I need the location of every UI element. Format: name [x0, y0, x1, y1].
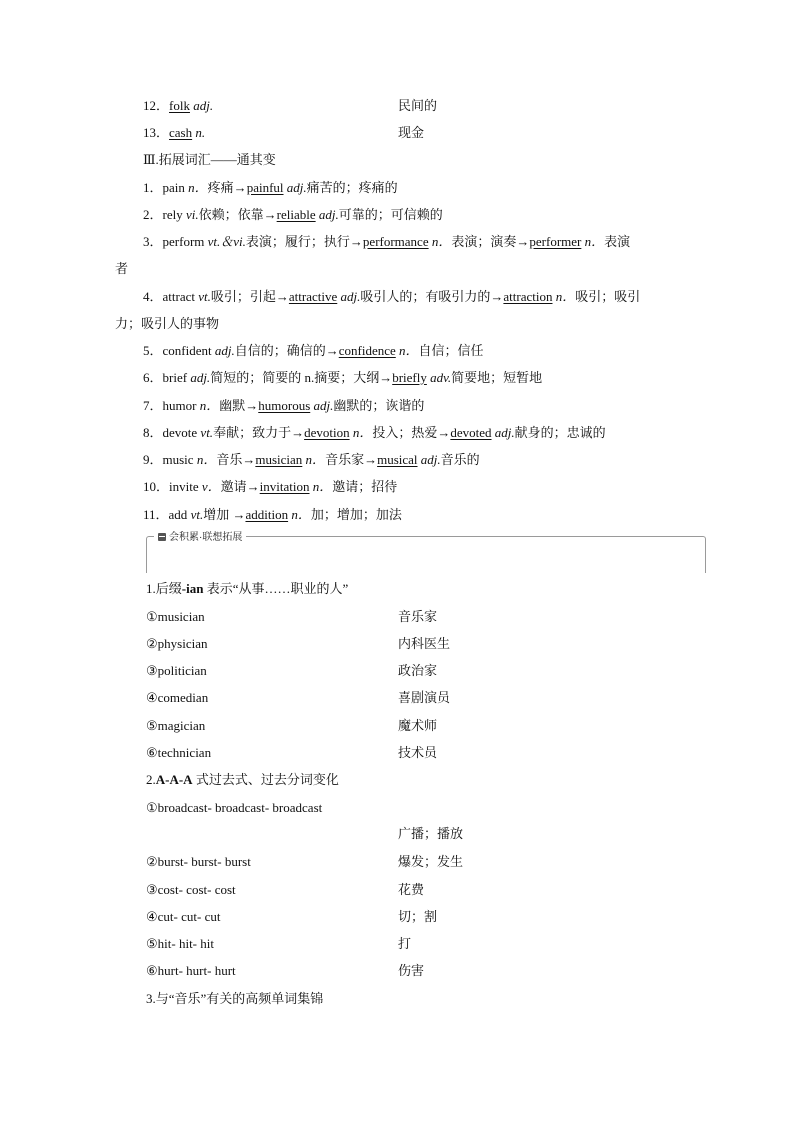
derived-word: devotion [304, 425, 350, 440]
base-word: devote [162, 425, 201, 440]
part-of-speech: v． [201, 479, 221, 494]
item-number: 3． [143, 234, 163, 249]
meaning: 表演；履行；执行→ [245, 234, 363, 249]
title-prefix: 2. [146, 772, 156, 787]
meaning: 音乐→ [216, 452, 256, 467]
title-rest: 表示“从事……职业的人” [203, 581, 349, 596]
part-of-speech: adj. [337, 289, 361, 304]
base-word: invite [169, 479, 202, 494]
base-word: confident [162, 343, 215, 358]
derived-word: briefly [392, 370, 427, 385]
ext-item-6 [143, 370, 542, 386]
part-of-speech: n． [395, 343, 419, 358]
meaning: 可靠的；可信赖的 [338, 207, 443, 222]
derived-word: musical [377, 452, 418, 467]
g2-en: ③cost- cost- cost [146, 882, 236, 897]
derived-word: addition [245, 507, 289, 522]
base-word: pain [162, 180, 189, 195]
item-number: 4． [143, 289, 163, 304]
part-of-speech: n． [349, 425, 373, 440]
ext-item-11 [143, 507, 402, 523]
item-number: 12． [143, 98, 170, 113]
meaning: 献身的；忠诚的 [514, 425, 606, 440]
meaning: 吸引；引起→ [210, 289, 289, 304]
g1-cn: 政治家 [398, 663, 438, 678]
base-word: attract [162, 289, 199, 304]
vocab-word: folk [169, 98, 190, 113]
g2-en: ①broadcast- broadcast- broadcast [146, 800, 323, 815]
meaning: 幽默的；诙谐的 [333, 398, 425, 413]
base-word: rely [162, 207, 186, 222]
g2-cn: 切；割 [398, 909, 438, 924]
g1-en: ④comedian [146, 690, 209, 705]
meaning: 增加 → [203, 507, 246, 522]
g1-en: ③politician [146, 663, 207, 678]
part-of-speech: n． [428, 234, 452, 249]
g2-en: ⑥hurt- hurt- hurt [146, 963, 236, 978]
ext-item-10 [143, 479, 397, 495]
ext-item-8 [143, 425, 606, 441]
meaning: 简要地；短暂地 [451, 370, 543, 385]
item-number: 7． [143, 398, 163, 413]
ext-item-4 [143, 289, 640, 305]
ext-item-3 [143, 234, 630, 250]
part-of-speech: vt. [198, 289, 211, 304]
title-prefix: 1.后缀 [146, 581, 182, 596]
derived-word: attraction [503, 289, 553, 304]
group-3-title: 3.与“音乐”有关的高频单词集锦 [146, 991, 324, 1006]
g1-cn: 技术员 [398, 745, 438, 760]
base-word: brief [162, 370, 191, 385]
item-number: 2． [143, 207, 163, 222]
title-rest: 式过去式、过去分词变化 [192, 772, 339, 787]
derived-word: attractive [288, 289, 338, 304]
meaning: 痛苦的；疼痛的 [306, 180, 398, 195]
item-number: 5． [143, 343, 163, 358]
item-number: 1． [143, 180, 163, 195]
part-of-speech: n． [302, 452, 326, 467]
item-number: 11． [143, 507, 169, 522]
item-number: 10． [143, 479, 170, 494]
meaning: 幽默→ [219, 398, 259, 413]
part-of-speech: vt. [200, 425, 214, 440]
part-of-speech: vt.＆vi. [207, 234, 246, 249]
meaning: 邀请；招待 [332, 479, 398, 494]
part-of-speech: adj. [214, 343, 235, 358]
meaning: 疼痛→ [207, 180, 247, 195]
ext-item-7 [143, 398, 424, 414]
ext-item-3-continued: 者 [115, 261, 129, 276]
title-pattern: A-A-A [155, 772, 193, 787]
derived-word: devoted [450, 425, 492, 440]
meaning: 投入；热爱→ [372, 425, 451, 440]
part-of-speech: adv. [426, 370, 452, 385]
g1-cn: 内科医生 [398, 636, 451, 651]
item-number: 8． [143, 425, 163, 440]
part-of-speech: adj. [193, 98, 214, 113]
meaning: 邀请→ [220, 479, 260, 494]
part-of-speech: adj. [190, 370, 211, 385]
ext-item-2 [143, 207, 443, 223]
g1-en: ⑥technician [146, 745, 212, 760]
g2-cn: 花费 [398, 882, 425, 897]
meaning: 自信的；确信的→ [234, 343, 339, 358]
title-suffix-term: -ian [181, 581, 204, 596]
part-of-speech: adj. [315, 207, 339, 222]
part-of-speech: vi. [185, 207, 199, 222]
derived-word: painful [246, 180, 284, 195]
g2-cn: 爆发；发生 [398, 854, 464, 869]
g1-en: ①musician [146, 609, 205, 624]
part-of-speech: adj. [283, 180, 307, 195]
part-of-speech: n． [199, 398, 220, 413]
ext-item-9 [143, 452, 480, 468]
part-of-speech: n. [195, 125, 206, 140]
derived-word: reliable [276, 207, 316, 222]
section-heading: Ⅲ.拓展词汇——通其变 [143, 152, 276, 167]
meaning: 音乐家→ [325, 452, 378, 467]
g2-en: ④cut- cut- cut [146, 909, 221, 924]
g2-cn: 伤害 [398, 963, 425, 978]
item-number: 6． [143, 370, 163, 385]
item-number: 13． [143, 125, 170, 140]
part-of-speech: vt. [190, 507, 204, 522]
note-icon [158, 533, 166, 541]
meaning: 加；增加；加法 [310, 507, 402, 522]
base-word: add [168, 507, 191, 522]
derived-word: confidence [338, 343, 396, 358]
derived-word: humorous [258, 398, 311, 413]
base-word: music [162, 452, 197, 467]
box-header [154, 528, 246, 543]
vocab-item-13 [143, 125, 205, 141]
g1-cn: 喜剧演员 [398, 690, 451, 705]
part-of-speech: n． [552, 289, 576, 304]
ext-item-4-continued: 力；吸引人的事物 [115, 316, 220, 331]
ext-item-1 [143, 180, 398, 196]
meaning: 吸引；吸引 [575, 289, 641, 304]
part-of-speech: adj. [417, 452, 441, 467]
g1-en: ②physician [146, 636, 208, 651]
vocab-meaning: 民间的 [398, 98, 438, 113]
item-number: 9． [143, 452, 163, 467]
ext-item-5 [143, 343, 484, 359]
derived-word: musician [255, 452, 303, 467]
group-1-title [146, 581, 348, 597]
vocab-word: cash [169, 125, 193, 140]
part-of-speech: n． [288, 507, 311, 522]
g1-cn: 音乐家 [398, 609, 438, 624]
base-word: humor [162, 398, 200, 413]
meaning: 表演 [604, 234, 631, 249]
part-of-speech: n． [581, 234, 605, 249]
part-of-speech: n． [196, 452, 217, 467]
box-title: 会积累·联想拓展 [169, 532, 243, 543]
meaning: 简短的；简要的 n.摘要；大纲→ [210, 370, 393, 385]
meaning: 表演；演奏→ [451, 234, 530, 249]
base-word: perform [162, 234, 208, 249]
part-of-speech: n． [188, 180, 208, 195]
derived-word: performance [362, 234, 429, 249]
meaning: 音乐的 [440, 452, 480, 467]
meaning: 自信；信任 [418, 343, 484, 358]
g2-cn: 打 [398, 936, 412, 951]
part-of-speech: adj. [310, 398, 334, 413]
g2-en: ②burst- burst- burst [146, 854, 251, 869]
vocab-meaning: 现金 [398, 125, 425, 140]
g1-en: ⑤magician [146, 718, 206, 733]
vocab-item-12 [143, 98, 213, 114]
g2-en: ⑤hit- hit- hit [146, 936, 214, 951]
group-2-title [146, 772, 339, 788]
g2-cn: 广播；播放 [398, 826, 464, 841]
derived-word: invitation [259, 479, 310, 494]
meaning: 吸引人的；有吸引力的→ [360, 289, 504, 304]
g1-cn: 魔术师 [398, 718, 438, 733]
part-of-speech: adj. [491, 425, 515, 440]
meaning: 奉献；致力于→ [213, 425, 305, 440]
part-of-speech: n． [309, 479, 333, 494]
derived-word: performer [529, 234, 582, 249]
meaning: 依赖；依靠→ [198, 207, 277, 222]
